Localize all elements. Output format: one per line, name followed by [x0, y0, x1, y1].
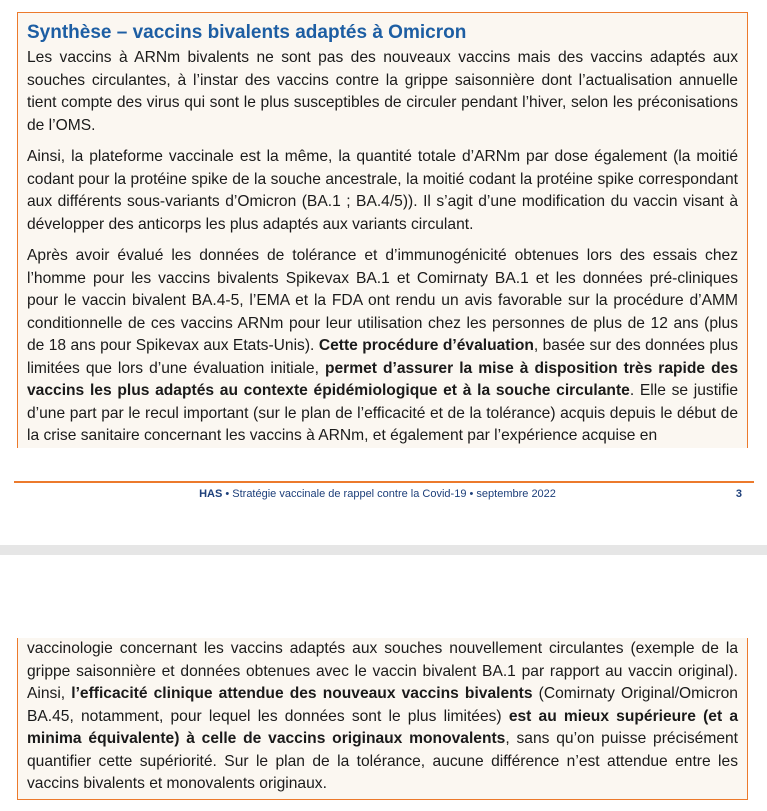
- paragraph-3-bold-2: permet d’assurer la mise à disposition très rapide des vaccins les plus adaptés au contexte épidémiologique et à la souche circulante: [27, 359, 738, 399]
- continued-text-c: (Comirnaty Original/Omicron BA.45, notamment, pour lequel les données sont le plus limitées): [27, 685, 738, 725]
- page-footer: [14, 488, 741, 500]
- synthesis-box: [17, 12, 748, 448]
- page-number: 3: [735, 488, 742, 500]
- paragraph-3-text-c: , basée sur des données plus limitées que lors d’une évaluation initiale,: [27, 337, 738, 377]
- paragraph-3-text-e: . Elle se justifie d’une part par le recul important (sur le plan de l’efficacité et de la tolérance) acquis depuis le début de la crise sanitaire concernant les vaccins à ARNm, et également par l’expérience acquise en: [27, 382, 738, 444]
- footer-text: • Stratégie vaccinale de rappel contre la Covid-19 • septembre 2022: [222, 488, 556, 500]
- footer-divider: [14, 481, 754, 483]
- synthesis-box-continued: [17, 638, 748, 800]
- paragraph-3-text-a: Après avoir évalué les données de tolérance et d’immunogénicité obtenues lors des essais chez l’homme pour les vaccins bivalents Spikevax BA.1 et Comirnaty BA.1 et les données pré-cliniques pour le vaccin bivalent BA.4-5, l’EMA et la FDA ont rendu un avis favorable sur la procédure d’AMM conditionnelle de ces vaccins ARNm pour leur utilisation chez les personnes de plus de 12 ans (plus de 18 ans pour Spikevax aux Etats-Unis).: [27, 247, 738, 354]
- paragraph-2: Ainsi, la plateforme vaccinale est la même, la quantité totale d’ARNm par dose également (la moitié codant pour la protéine spike de la souche ancestrale, la moitié codant la protéine spike correspondant aux différents sous-variants d’Omicron (BA.1 ; BA.4/5)). Il s’agit d’une modification du vaccin visant à développer des anticorps les plus adaptés aux variants circulant.: [27, 148, 738, 233]
- paragraph-3-bold-1: Cette procédure d’évaluation: [318, 337, 534, 354]
- continued-bold-1: l’efficacité clinique attendue des nouveaux vaccins bivalents: [71, 685, 533, 702]
- page-separator: [0, 545, 767, 555]
- paragraph-1: Les vaccins à ARNm bivalents ne sont pas des nouveaux vaccins mais des vaccins adaptés aux souches circulantes, à l’instar des vaccins contre la grippe saisonnière dont l’actualisation annuelle tient compte des virus qui sont le plus susceptibles de circuler pendant l’hiver, selon les préconisations de l’OMS.: [27, 49, 738, 134]
- paragraph-3: [27, 245, 738, 448]
- continued-paragraph: [27, 638, 738, 796]
- footer-org: HAS: [199, 488, 223, 500]
- synthesis-title: Synthèse – vaccins bivalents adaptés à Omicron: [27, 22, 467, 43]
- continued-text-e: , sans qu’on puisse précisément quantifier cette supériorité. Sur le plan de la tolérance, aucune différence n’est attendue entre les vaccins bivalents et monovalents originaux.: [27, 730, 738, 792]
- continued-bold-2: est au mieux supérieure (et a minima équivalente) à celle de vaccins originaux monovalents: [27, 707, 738, 747]
- continued-text-a: vaccinologie concernant les vaccins adaptés aux souches nouvellement circulantes (exemple de la grippe saisonnière et données obtenues avec le vaccin bivalent BA.1 par rapport au vaccin original). Ainsi,: [27, 640, 738, 702]
